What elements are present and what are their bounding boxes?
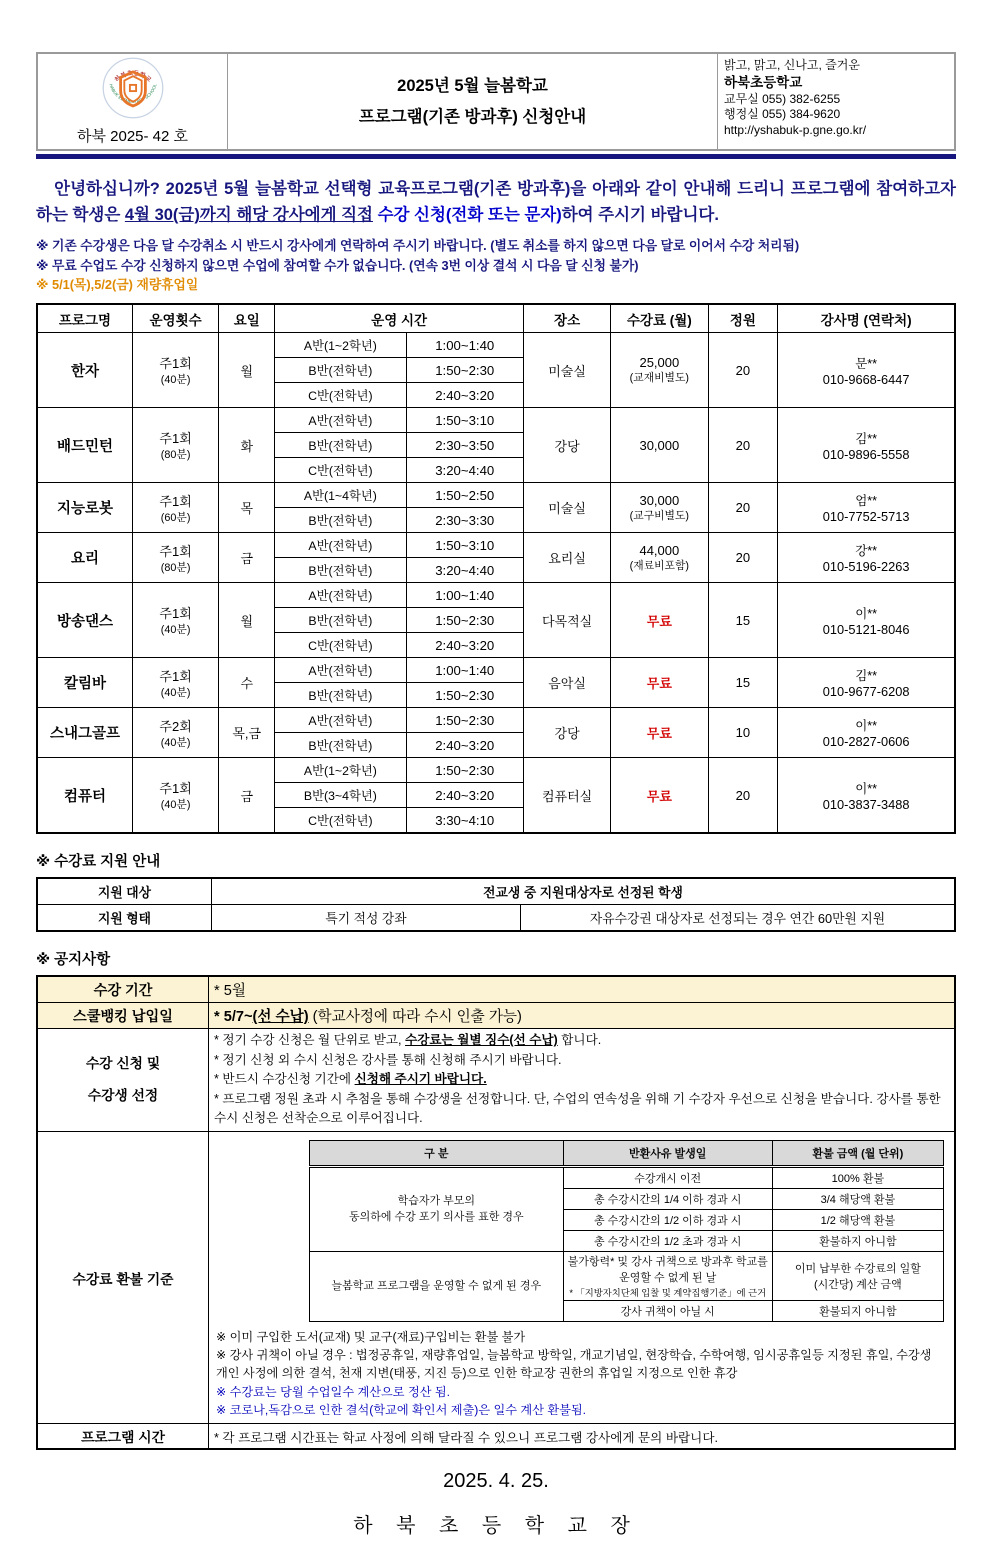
program-col-header: 운영 시간 (275, 304, 524, 333)
session-class: C반(전학년) (275, 633, 406, 658)
session-class: B반(전학년) (275, 608, 406, 633)
session-time: 3:20~4:40 (406, 558, 524, 583)
session-class: A반(1~4학년) (275, 483, 406, 508)
session-time: 1:50~3:10 (406, 533, 524, 558)
program-col-header: 요일 (219, 304, 275, 333)
fee-free: 무료 (646, 788, 672, 804)
intro-note-2: ※ 무료 수업도 수강 신청하지 않으면 수업에 참여할 수가 없습니다. (연속 3번 이상 결석 시 다음 달 신청 불가) (36, 257, 639, 273)
program-capacity: 20 (708, 758, 778, 834)
notice-apply-content (209, 1029, 956, 1132)
refund-amount: 1/2 해당액 환불 (772, 1209, 943, 1230)
notice-period-label: 수강 기간 (37, 976, 209, 1003)
program-frequency (132, 483, 218, 533)
program-table-row (37, 708, 955, 733)
program-day: 목 (219, 483, 275, 533)
refund-reason-sub: * 「지방자치단체 입찰 및 계약집행기준」에 근거 (569, 1287, 767, 1298)
refund-row (310, 1251, 944, 1300)
fee-amount: 44,000 (639, 542, 680, 558)
notice-refund-content (209, 1131, 956, 1423)
text-segment: 5/7~ (223, 1009, 253, 1026)
intro-notes (36, 236, 956, 295)
session-time: 1:50~2:30 (406, 758, 524, 783)
program-name: 한자 (37, 333, 132, 408)
refund-reason-main: 총 수강시간의 1/4 이하 경과 시 (593, 1193, 742, 1206)
program-capacity: 20 (708, 333, 778, 408)
program-instructor (778, 533, 955, 583)
notice-apply-bullets (214, 1031, 949, 1129)
header-left-cell (38, 54, 228, 149)
session-class: B반(전학년) (275, 558, 406, 583)
session-class: B반(3~4학년) (275, 783, 406, 808)
notice-schedule-value (209, 1424, 956, 1450)
program-place: 강당 (524, 408, 611, 483)
notice-table (36, 975, 956, 1450)
duration: (40분) (160, 686, 191, 699)
refund-note-black: ※ 강사 귀책이 아닐 경우 : 법정공휴일, 재량휴업일, 늘봄학교 방학일, 개교기념일, 현장학습, 수학여행, 임시공휴일등 지정된 휴일, 수강생 개인 사정에 의한 결석, 천재 지변(태풍, 지진 등)으로 인한 학교장 권한의 휴업일 지정으로 인한 휴강 (216, 1348, 932, 1381)
session-class: A반(1~2학년) (275, 333, 406, 358)
duration: (40분) (160, 799, 191, 812)
refund-note-blue: ※ 코로나,독감으로 인한 결석(학교에 확인서 제출)은 일수 계산 환불됨. (216, 1403, 587, 1418)
session-time: 1:50~2:30 (406, 358, 524, 383)
program-day: 수 (219, 658, 275, 708)
notice-refund-label: 수강료 환불 기준 (37, 1131, 209, 1423)
intro-note-holiday: ※ 5/1(목),5/2(금) 재량휴업일 (36, 277, 199, 293)
refund-reason-main: 불가항력* 및 강사 귀책으로 방과후 학교를 운영할 수 없게 된 날 (567, 1255, 768, 1284)
doc-title-line1: 2025년 5월 늘봄학교 (397, 76, 548, 95)
program-fee (611, 658, 708, 708)
support-heading: ※ 수강료 지원 안내 (36, 854, 161, 871)
support-row-type (37, 905, 955, 932)
refund-case-line: 학습자가 부모의 (397, 1194, 476, 1207)
frequency: 주1회 (159, 543, 192, 559)
program-table-row (37, 408, 955, 433)
refund-reason (563, 1188, 772, 1209)
refund-reason (563, 1300, 772, 1321)
session-class: C반(전학년) (275, 458, 406, 483)
fee-free: 무료 (646, 726, 672, 742)
program-day: 목,금 (219, 708, 275, 758)
duration: (80분) (160, 561, 191, 574)
program-fee (611, 483, 708, 533)
program-place: 음악실 (524, 658, 611, 708)
notice-bullet (214, 1031, 949, 1051)
program-name: 방송댄스 (37, 583, 132, 658)
program-col-header: 운영횟수 (132, 304, 218, 333)
program-table-row (37, 583, 955, 608)
notice-apply-label (37, 1029, 209, 1132)
session-class: A반(전학년) (275, 583, 406, 608)
instructor-name: 김** (855, 669, 878, 684)
instructor-phone: 010-5196-2263 (822, 559, 910, 575)
instructor-phone: 010-2827-0606 (822, 734, 910, 750)
session-time: 1:50~2:30 (406, 683, 524, 708)
session-time: 3:20~4:40 (406, 458, 524, 483)
fee-amount: 30,000 (639, 492, 680, 508)
school-name: 하북초등학교 (724, 74, 803, 90)
program-table-row (37, 333, 955, 358)
notice-row-refund (37, 1131, 955, 1423)
program-instructor (778, 408, 955, 483)
session-time: 1:00~1:40 (406, 333, 524, 358)
program-col-header: 장소 (524, 304, 611, 333)
session-time: 1:00~1:40 (406, 658, 524, 683)
program-col-header: 수강료 (월) (611, 304, 708, 333)
program-frequency (132, 708, 218, 758)
session-class: B반(전학년) (275, 733, 406, 758)
refund-col-header: 반환사유 발생일 (563, 1140, 772, 1166)
refund-amount: 3/4 해당액 환불 (772, 1188, 943, 1209)
fee-amount: 30,000 (639, 437, 680, 453)
program-frequency (132, 533, 218, 583)
text-segment: * (214, 1009, 224, 1026)
header-divider (36, 154, 956, 159)
frequency: 주1회 (159, 356, 192, 372)
support-row-target (37, 878, 955, 905)
text-segment: 수강료는 월별 징수(선 수납) (405, 1033, 558, 1048)
program-place: 미술실 (524, 333, 611, 408)
program-table (36, 303, 956, 834)
notice-row-schedule (37, 1424, 955, 1450)
program-name: 스내그골프 (37, 708, 132, 758)
text-segment: * 프로그램 정원 초과 시 추첨을 통해 수강생을 선정합니다. 단, 수업의 연속성을 위해 기 수강자 우선으로 신청을 받습니다. 강사를 통한 수시 신청은 선착순으로 이루어집니다. (214, 1091, 941, 1126)
text-segment: * 정기 수강 신청은 월 단위로 받고, (214, 1033, 406, 1048)
header-title-cell (228, 54, 718, 149)
program-instructor (778, 333, 955, 408)
fee-free: 무료 (646, 676, 672, 692)
program-instructor (778, 658, 955, 708)
instructor-name: 강** (855, 544, 878, 559)
refund-reason-main: 강사 귀책이 아닐 시 (620, 1305, 715, 1318)
refund-case-line: 동의하에 수강 포기 의사를 표한 경우 (348, 1211, 524, 1224)
session-class: B반(전학년) (275, 433, 406, 458)
refund-amount: 이미 납부한 수강료의 일할(시간당) 계산 금액 (772, 1251, 943, 1300)
program-col-header: 정원 (708, 304, 778, 333)
frequency: 주1회 (159, 431, 192, 447)
program-col-header: 프로그명 (37, 304, 132, 333)
session-time: 2:40~3:20 (406, 783, 524, 808)
program-table-row (37, 658, 955, 683)
refund-note-blue: ※ 수강료는 당월 수업일수 계산으로 정산 됨. (216, 1384, 451, 1399)
text-segment: * 반드시 수강신청 기간에 (214, 1072, 355, 1087)
refund-amount: 환불되지 아니함 (772, 1300, 943, 1321)
fee-free: 무료 (646, 613, 672, 629)
school-phone-admin: 행정실 055) 384-9620 (724, 107, 841, 122)
notice-banking-label: 스쿨뱅킹 납입일 (37, 1003, 209, 1029)
text-segment: (학교사정에 따라 수시 인출 가능) (308, 1009, 522, 1026)
program-place: 강당 (524, 708, 611, 758)
program-capacity: 15 (708, 583, 778, 658)
frequency: 주2회 (159, 718, 192, 734)
refund-reason (563, 1251, 772, 1300)
program-day: 월 (219, 583, 275, 658)
program-frequency (132, 333, 218, 408)
duration: (40분) (160, 736, 191, 749)
program-day: 월 (219, 333, 275, 408)
duration: (40분) (160, 624, 191, 637)
program-day: 금 (219, 758, 275, 834)
instructor-phone: 010-3837-3488 (822, 796, 910, 812)
notice-bullet (214, 1070, 949, 1090)
program-place: 미술실 (524, 483, 611, 533)
instructor-name: 이** (855, 781, 878, 796)
program-name: 지능로봇 (37, 483, 132, 533)
notice-apply-label-line1: 수강 신청 및 (85, 1056, 161, 1072)
signer-title: 하 북 초 등 학 교 장 (353, 1515, 639, 1538)
program-frequency (132, 583, 218, 658)
svg-text:HABUK ELEMENTARY SCHOOL: HABUK ELEMENTARY SCHOOL (107, 83, 158, 105)
program-frequency (132, 758, 218, 834)
session-class: C반(전학년) (275, 808, 406, 834)
program-day: 금 (219, 533, 275, 583)
refund-col-header: 구 분 (310, 1140, 564, 1166)
doc-title-line2: 프로그램(기존 방과후) 신청안내 (358, 107, 587, 126)
program-name: 요리 (37, 533, 132, 583)
session-time: 2:40~3:20 (406, 733, 524, 758)
support-type-label: 지원 형태 (37, 905, 212, 932)
program-capacity: 20 (708, 533, 778, 583)
refund-table (309, 1140, 944, 1322)
session-time: 2:30~3:30 (406, 508, 524, 533)
intro-apply-method: 수강 신청(전화 또는 문자) (373, 206, 562, 225)
notice-schedule-label: 프로그램 시간 (37, 1424, 209, 1450)
program-name: 칼림바 (37, 658, 132, 708)
text-segment: (선 수납) (252, 1009, 309, 1026)
school-logo-icon (102, 57, 164, 119)
instructor-name: 이** (855, 719, 878, 734)
document-date: 2025. 4. 25. (443, 1470, 549, 1493)
refund-reason-main: 총 수강시간의 1/2 초과 경과 시 (593, 1235, 742, 1248)
session-class: A반(전학년) (275, 533, 406, 558)
support-target-label: 지원 대상 (37, 878, 212, 905)
program-name: 컴퓨터 (37, 758, 132, 834)
session-time: 1:50~3:10 (406, 408, 524, 433)
school-phone-office: 교무실 055) 382-6255 (724, 91, 841, 106)
program-frequency (132, 408, 218, 483)
program-col-header: 강사명 (연락처) (778, 304, 955, 333)
instructor-phone: 010-5121-8046 (822, 621, 910, 637)
refund-reason-main: 수강개시 이전 (634, 1172, 702, 1185)
refund-reason (563, 1209, 772, 1230)
fee-note: (교구비별도) (629, 509, 690, 522)
session-class: B반(전학년) (275, 358, 406, 383)
program-instructor (778, 483, 955, 533)
program-instructor (778, 583, 955, 658)
program-fee (611, 533, 708, 583)
refund-col-header: 환불 금액 (월 단위) (772, 1140, 943, 1166)
session-class: A반(전학년) (275, 708, 406, 733)
school-slogan: 밝고, 맑고, 신나고, 즐거운 (724, 58, 860, 72)
program-fee (611, 408, 708, 483)
fee-note: (교재비별도) (629, 372, 690, 385)
refund-row (310, 1166, 944, 1188)
document-header (36, 52, 956, 151)
school-website: http://yshabuk-p.gne.go.kr/ (724, 123, 867, 138)
instructor-name: 김** (855, 431, 878, 446)
program-fee (611, 583, 708, 658)
session-time: 3:30~4:10 (406, 808, 524, 834)
program-frequency (132, 658, 218, 708)
text-segment: 신청해 주시기 바랍니다. (354, 1072, 487, 1087)
session-time: 2:40~3:20 (406, 633, 524, 658)
program-instructor (778, 758, 955, 834)
notice-row-apply (37, 1029, 955, 1132)
program-fee (611, 708, 708, 758)
session-class: A반(1~2학년) (275, 758, 406, 783)
intro-seg1: 안녕하십니까? 2025년 5월 늘봄학교 선택형 교육프로그램(기존 방과후)을 아래와 같이 안내해 드리니 프로그램에 참여하고자 하는 학생은 (36, 180, 956, 225)
session-time: 2:30~3:50 (406, 433, 524, 458)
notice-row-banking (37, 1003, 955, 1029)
text-segment: * 5월 (214, 983, 246, 1000)
duration: (40분) (160, 374, 191, 387)
refund-note-black: ※ 이미 구입한 도서(교재) 및 교구(재료)구입비는 환불 불가 (216, 1329, 526, 1344)
session-class: B반(전학년) (275, 683, 406, 708)
program-place: 요리실 (524, 533, 611, 583)
duration: (80분) (160, 449, 191, 462)
program-table-header-row (37, 304, 955, 333)
support-type-value: 자유수강권 대상자로 선정되는 경우 연간 60만원 지원 (521, 905, 956, 932)
intro-seg4: 하여 주시기 바랍니다. (561, 206, 719, 225)
notice-bullet (214, 1090, 949, 1129)
refund-reason (563, 1230, 772, 1251)
refund-case (310, 1166, 564, 1251)
program-table-row (37, 758, 955, 783)
refund-amount: 100% 환불 (772, 1166, 943, 1188)
session-class: A반(전학년) (275, 408, 406, 433)
instructor-phone: 010-7752-5713 (822, 509, 910, 525)
fee-note: (재료비포함) (629, 559, 690, 572)
session-time: 2:40~3:20 (406, 383, 524, 408)
frequency: 주1회 (159, 668, 192, 684)
intro-paragraph (36, 176, 956, 229)
program-fee (611, 333, 708, 408)
program-fee (611, 758, 708, 834)
notice-bullet (214, 1051, 949, 1071)
program-instructor (778, 708, 955, 758)
notice-heading: ※ 공지사항 (36, 952, 111, 969)
instructor-phone: 010-9668-6447 (822, 371, 910, 387)
refund-amount: 환불하지 아니함 (772, 1230, 943, 1251)
program-day: 화 (219, 408, 275, 483)
session-class: C반(전학년) (275, 383, 406, 408)
program-capacity: 10 (708, 708, 778, 758)
program-capacity: 20 (708, 483, 778, 533)
instructor-name: 엄** (855, 494, 878, 509)
support-table (36, 877, 956, 932)
intro-note-1: ※ 기존 수강생은 다음 달 수강취소 시 반드시 강사에게 연락하여 주시기 바랍니다. (별도 취소를 하지 않으면 다음 달로 이어서 수강 처리됨) (36, 237, 800, 253)
fee-amount: 25,000 (639, 355, 680, 371)
doc-number: 하북 2025- 42 호 (76, 128, 189, 145)
session-class: B반(전학년) (275, 508, 406, 533)
refund-reason (563, 1166, 772, 1188)
refund-table-header-row (310, 1140, 944, 1166)
notice-row-period (37, 976, 955, 1003)
frequency: 주1회 (159, 493, 192, 509)
instructor-phone: 010-9896-5558 (822, 446, 910, 462)
refund-case-line: 늘봄학교 프로그램을 운영할 수 없게 된 경우 (331, 1280, 542, 1293)
frequency: 주1회 (159, 781, 192, 797)
header-contact-cell (718, 54, 954, 149)
program-capacity: 20 (708, 408, 778, 483)
session-time: 1:50~2:50 (406, 483, 524, 508)
program-place: 컴퓨터실 (524, 758, 611, 834)
program-table-row (37, 483, 955, 508)
svg-text:하북초등학교: 하북초등학교 (113, 70, 152, 84)
notice-banking-value (209, 1003, 956, 1029)
support-target-value: 전교생 중 지원대상자로 선정된 학생 (212, 878, 956, 905)
intro-deadline: 4월 30(금)까지 해당 강사에게 직접 (124, 206, 373, 225)
notice-period-value (209, 976, 956, 1003)
duration: (60분) (160, 511, 191, 524)
session-time: 1:50~2:30 (406, 708, 524, 733)
text-segment: * 정기 신청 외 수시 신청은 강사를 통해 신청해 주시기 바랍니다. (214, 1052, 562, 1067)
session-time: 1:00~1:40 (406, 583, 524, 608)
refund-case (310, 1251, 564, 1321)
session-class: A반(전학년) (275, 658, 406, 683)
program-place: 다목적실 (524, 583, 611, 658)
program-table-row (37, 533, 955, 558)
text-segment: * 각 프로그램 시간표는 학교 사정에 의해 달라질 수 있으니 프로그램 강사에게 문의 바랍니다. (214, 1430, 719, 1445)
frequency: 주1회 (159, 606, 192, 622)
refund-notes (216, 1328, 949, 1419)
program-capacity: 15 (708, 658, 778, 708)
instructor-name: 이** (855, 606, 878, 621)
refund-reason-main: 총 수강시간의 1/2 이하 경과 시 (593, 1214, 742, 1227)
session-time: 1:50~2:30 (406, 608, 524, 633)
program-name: 배드민턴 (37, 408, 132, 483)
text-segment: 합니다. (557, 1033, 602, 1048)
instructor-name: 문** (855, 356, 878, 371)
notice-apply-label-line2: 수강생 선정 (87, 1088, 159, 1104)
support-type-mid: 특기 적성 강좌 (212, 905, 521, 932)
instructor-phone: 010-9677-6208 (822, 684, 910, 700)
